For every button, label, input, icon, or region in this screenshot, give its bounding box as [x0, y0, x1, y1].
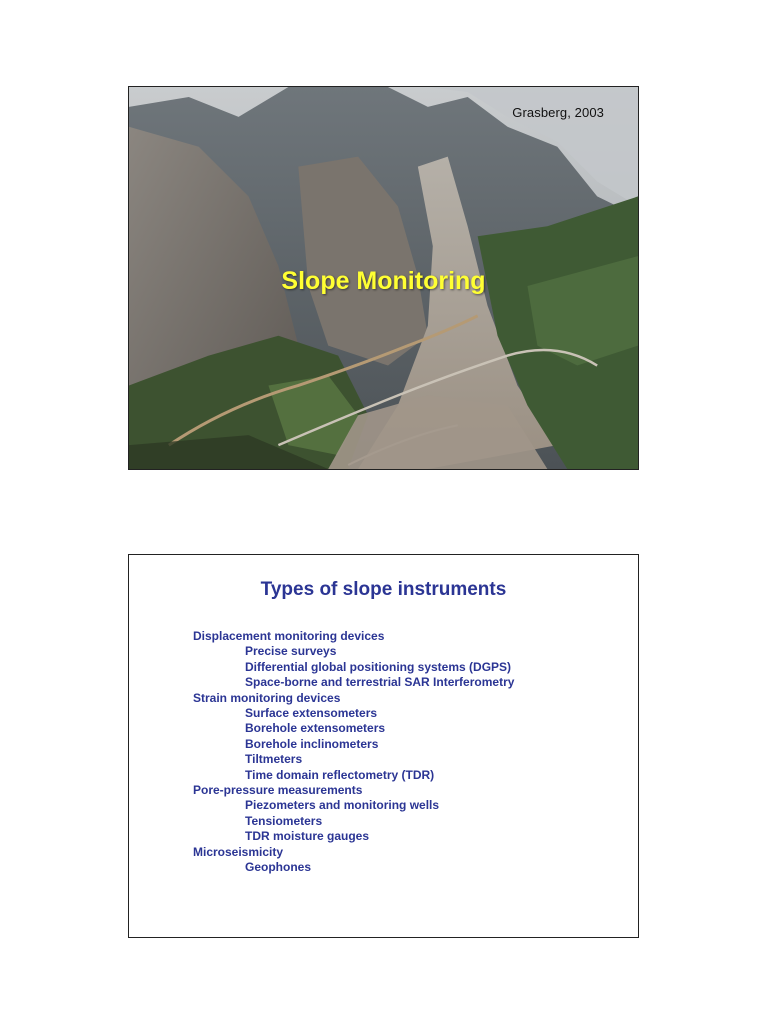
- list-item: Differential global positioning systems (DGPS): [245, 659, 512, 674]
- category-pore-pressure: Pore-pressure measurements: [193, 783, 363, 798]
- list-item: Tiltmeters: [245, 752, 303, 767]
- category-displacement: Displacement monitoring devices: [193, 629, 385, 643]
- category-microseismicity: Microseismicity: [193, 844, 284, 859]
- slide-types-of-instruments: [128, 554, 639, 938]
- list-item: TDR moisture gauges: [245, 829, 370, 844]
- list-item: Time domain reflectometry (TDR): [245, 767, 435, 782]
- list-item: Borehole extensometers: [245, 721, 386, 736]
- list-item: Precise surveys: [245, 644, 337, 659]
- photo-credit: Grasberg, 2003: [512, 105, 604, 120]
- list-item: Geophones: [245, 860, 312, 875]
- slide-title: Types of slope instruments: [260, 579, 507, 600]
- list-item: Surface extensometers: [245, 706, 378, 721]
- list-item: Tensiometers: [245, 813, 323, 828]
- list-item: Piezometers and monitoring wells: [245, 798, 440, 813]
- list-item: Space-borne and terrestrial SAR Interferometry: [245, 675, 515, 690]
- slide-title: Slope Monitoring: [281, 267, 486, 295]
- slide-slope-monitoring: [128, 86, 639, 470]
- instrument-list: [193, 629, 514, 876]
- list-item: Borehole inclinometers: [245, 736, 379, 751]
- category-strain: Strain monitoring devices: [193, 690, 341, 705]
